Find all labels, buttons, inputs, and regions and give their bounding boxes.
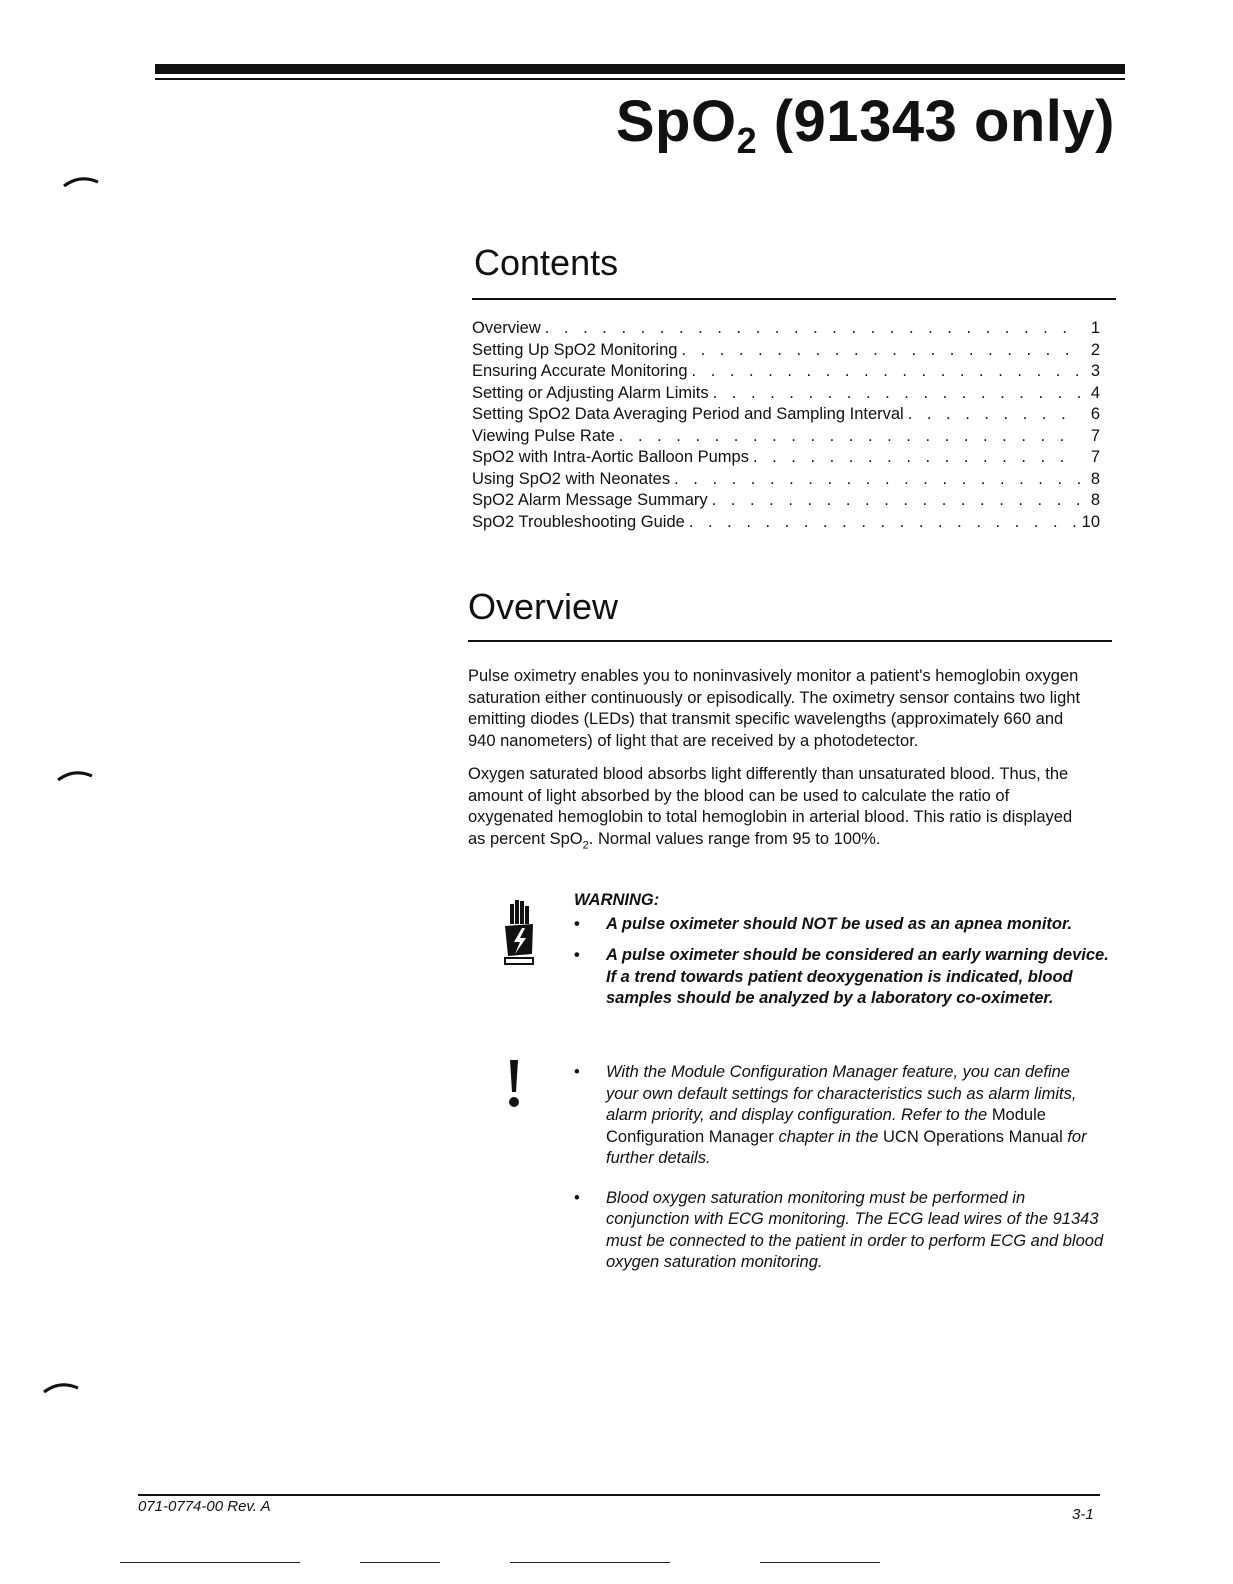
page-number: 3-1 [1072,1506,1094,1523]
toc-entry-pulse-rate[interactable]: Viewing Pulse Rate . . . 7 [472,426,1100,448]
overview-paragraph-2: Oxygen saturated blood absorbs light differently than unsaturated blood. Thus, the amount of light absorbed by the blood can be used to calculate the ratio of oxygenated hemoglobin to total hemoglobin in arterial blood. This ratio is displayed as percent SpO$_2$. Normal values range from 95 to 100%. [468,765,1073,851]
warning-title: WARNING: [574,891,660,909]
header-rule-thin [155,78,1125,80]
warning-item: • A pulse oximeter should NOT be used as an apnea monitor. [574,914,1073,933]
contents-heading: Contents [474,242,619,283]
footer-rule [138,1494,1100,1496]
warning-block [574,890,1114,1020]
toc-entry-ensuring-accurate[interactable]: Ensuring Accurate Monitoring . . . 3 [472,361,1100,383]
scan-artifact [760,1562,880,1563]
margin-mark-bottom [42,1380,82,1394]
document-number: 071-0774-00 Rev. A [138,1498,271,1515]
header-rule-thick [155,64,1125,74]
note-item: • With the Module Configuration Manager feature, you can define your own default settings for characteristics such as alarm limits, alarm priority, and display configuration. Refer to the Module Configuration Manager chapter in the UCN Operations Manual for further details. [574,1063,1087,1167]
toc-entry-troubleshooting[interactable]: SpO2 Troubleshooting Guide . . . 10 [472,512,1100,534]
contents-rule [472,298,1116,300]
toc-entry-setting-up[interactable]: Setting Up SpO2 Monitoring . . . 2 [472,340,1100,362]
toc-entry-overview[interactable]: Overview . . . 1 [472,318,1100,340]
caution-exclamation-icon [506,1058,522,1108]
warning-item: • A pulse oximeter should be considered an early warning device. If a trend towards patient deoxygenation is indicated, blood samples should be analyzed by a laboratory co-oximeter. [574,946,1109,1007]
toc-entry-data-averaging[interactable]: Setting SpO2 Data Averaging Period and Sampling Interval . . . 6 [472,404,1100,426]
warning-hand-icon [502,898,536,966]
overview-body [468,666,1088,868]
toc-entry-alarm-messages[interactable]: SpO2 Alarm Message Summary . . . 8 [472,490,1100,512]
scan-artifact [360,1562,440,1563]
scan-artifact [120,1562,300,1563]
toc-entry-balloon-pumps[interactable]: SpO2 with Intra-Aortic Balloon Pumps . . . 7 [472,447,1100,469]
margin-mark-middle [56,768,96,782]
overview-paragraph-1: Pulse oximetry enables you to noninvasively monitor a patient's hemoglobin oxygen saturation either continuously or episodically. The oximetry sensor contains two light emitting diodes (LEDs) that transmit specific wavelengths (approximately 660 and 940 nanometers) of light that are received by a photodetector. [468,667,1081,750]
table-of-contents [472,318,1100,533]
notes-block [574,1062,1104,1292]
toc-entry-neonates[interactable]: Using SpO2 with Neonates . . . 8 [472,469,1100,491]
margin-mark-top [62,174,102,188]
overview-rule [468,640,1112,642]
chapter-title: SpO$_2$ (91343 only) [615,89,1115,161]
note-item: • Blood oxygen saturation monitoring must be performed in conjunction with ECG monitoring. The ECG lead wires of the 91343 must be connected to the patient in order to perform ECG and blood oxygen saturation monitoring. [574,1188,1104,1271]
toc-entry-alarm-limits[interactable]: Setting or Adjusting Alarm Limits . . . 4 [472,383,1100,405]
overview-heading: Overview [468,586,619,627]
scan-artifact [510,1562,670,1563]
